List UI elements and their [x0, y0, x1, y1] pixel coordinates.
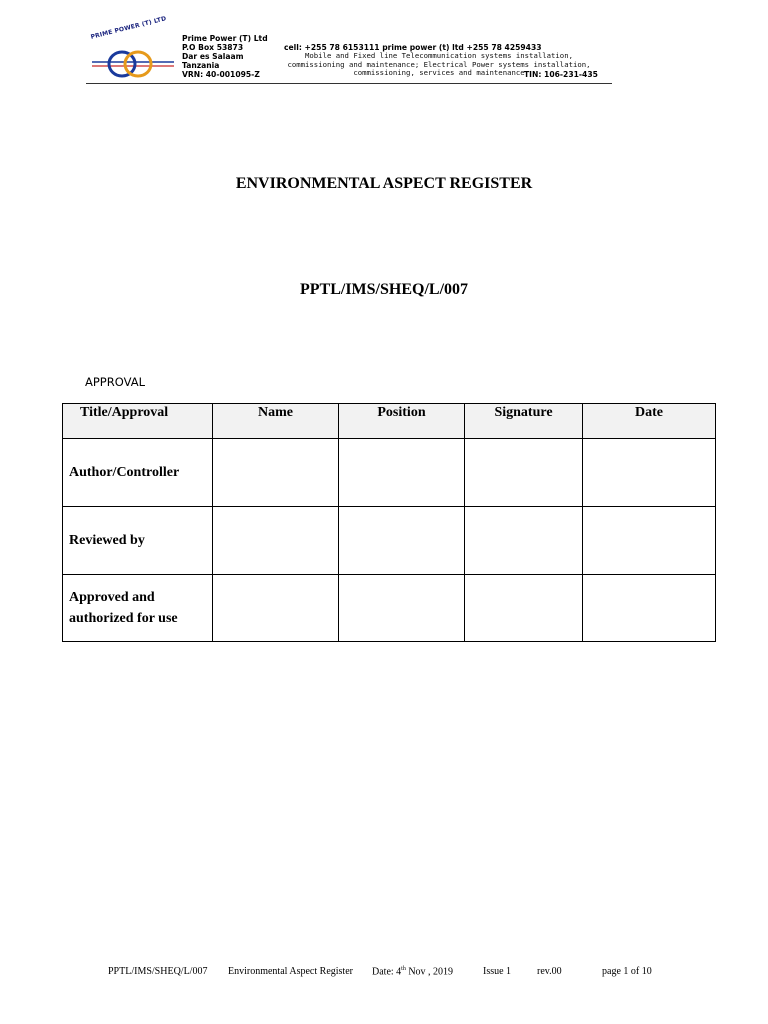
logo-text: PRIME POWER (T) LTD: [90, 15, 168, 41]
approver-position-cell[interactable]: [339, 575, 465, 642]
letterhead: [86, 15, 612, 84]
description-line: Mobile and Fixed line Telecommunication systems installation,: [305, 51, 573, 60]
vrn: VRN: 40-001095-Z: [182, 70, 260, 79]
header-name: Name: [213, 404, 339, 439]
header-signature: Signature: [465, 404, 583, 439]
contact-line: cell: +255 78 6153111 prime power (t) ltd +255 78 4259433: [284, 43, 542, 52]
reviewer-signature-cell[interactable]: [465, 507, 583, 575]
tin-number: TIN: 106-231-435: [524, 70, 598, 79]
reviewer-date-cell[interactable]: [583, 507, 716, 575]
footer-rev: rev.00: [537, 966, 562, 977]
row-label-approved: [63, 575, 213, 642]
reviewer-name-cell[interactable]: [213, 507, 339, 575]
approver-name-cell[interactable]: [213, 575, 339, 642]
row-label-text: Approved and: [69, 590, 155, 605]
header-title-approval: Title/Approval: [63, 404, 213, 439]
row-label-reviewed: [63, 507, 213, 575]
reviewer-position-cell[interactable]: [339, 507, 465, 575]
footer-date-sup: th: [401, 966, 406, 972]
footer-date-prefix: Date: 4: [372, 966, 402, 978]
po-box: P.O Box 53873: [182, 43, 244, 52]
approver-signature-cell[interactable]: [465, 575, 583, 642]
author-name-cell[interactable]: [213, 439, 339, 507]
table-row: [63, 507, 716, 575]
table-row: [63, 575, 716, 642]
row-label-text: authorized for use: [69, 611, 178, 626]
approver-date-cell[interactable]: [583, 575, 716, 642]
footer-title: Environmental Aspect Register: [228, 966, 353, 977]
row-label-text: Author/Controller: [69, 465, 180, 480]
company-name: Prime Power (T) Ltd: [182, 34, 268, 43]
company-logo: [86, 15, 180, 80]
country: Tanzania: [182, 61, 220, 70]
table-row: [63, 439, 716, 507]
footer-page-number: page 1 of 10: [602, 966, 652, 977]
footer-issue: Issue 1: [483, 966, 512, 977]
logo-graphic: [86, 32, 180, 80]
approval-label: APPROVAL: [85, 375, 145, 389]
document-code: PPTL/IMS/SHEQ/L/007: [299, 281, 469, 298]
footer-date: [372, 966, 453, 977]
footer-date-suffix: Nov , 2019: [405, 966, 454, 978]
description-line: commissioning and maintenance; Electrical Power systems installation,: [287, 59, 591, 69]
approval-table: [62, 403, 716, 642]
author-date-cell[interactable]: [583, 439, 716, 507]
footer-code: PPTL/IMS/SHEQ/L/007: [108, 966, 208, 977]
table-header-row: [63, 404, 716, 439]
row-label-text: Reviewed by: [69, 533, 145, 548]
city: Dar es Salaam: [182, 52, 244, 61]
company-address: [182, 34, 268, 79]
header-position: Position: [339, 404, 465, 439]
header-date: Date: [583, 404, 716, 439]
row-label-author: [63, 439, 213, 507]
description-line: commissioning, services and maintenance: [353, 68, 525, 77]
author-signature-cell[interactable]: [465, 439, 583, 507]
author-position-cell[interactable]: [339, 439, 465, 507]
document-title: ENVIRONMENTAL ASPECT REGISTER: [235, 175, 533, 192]
header-divider: [86, 83, 612, 84]
